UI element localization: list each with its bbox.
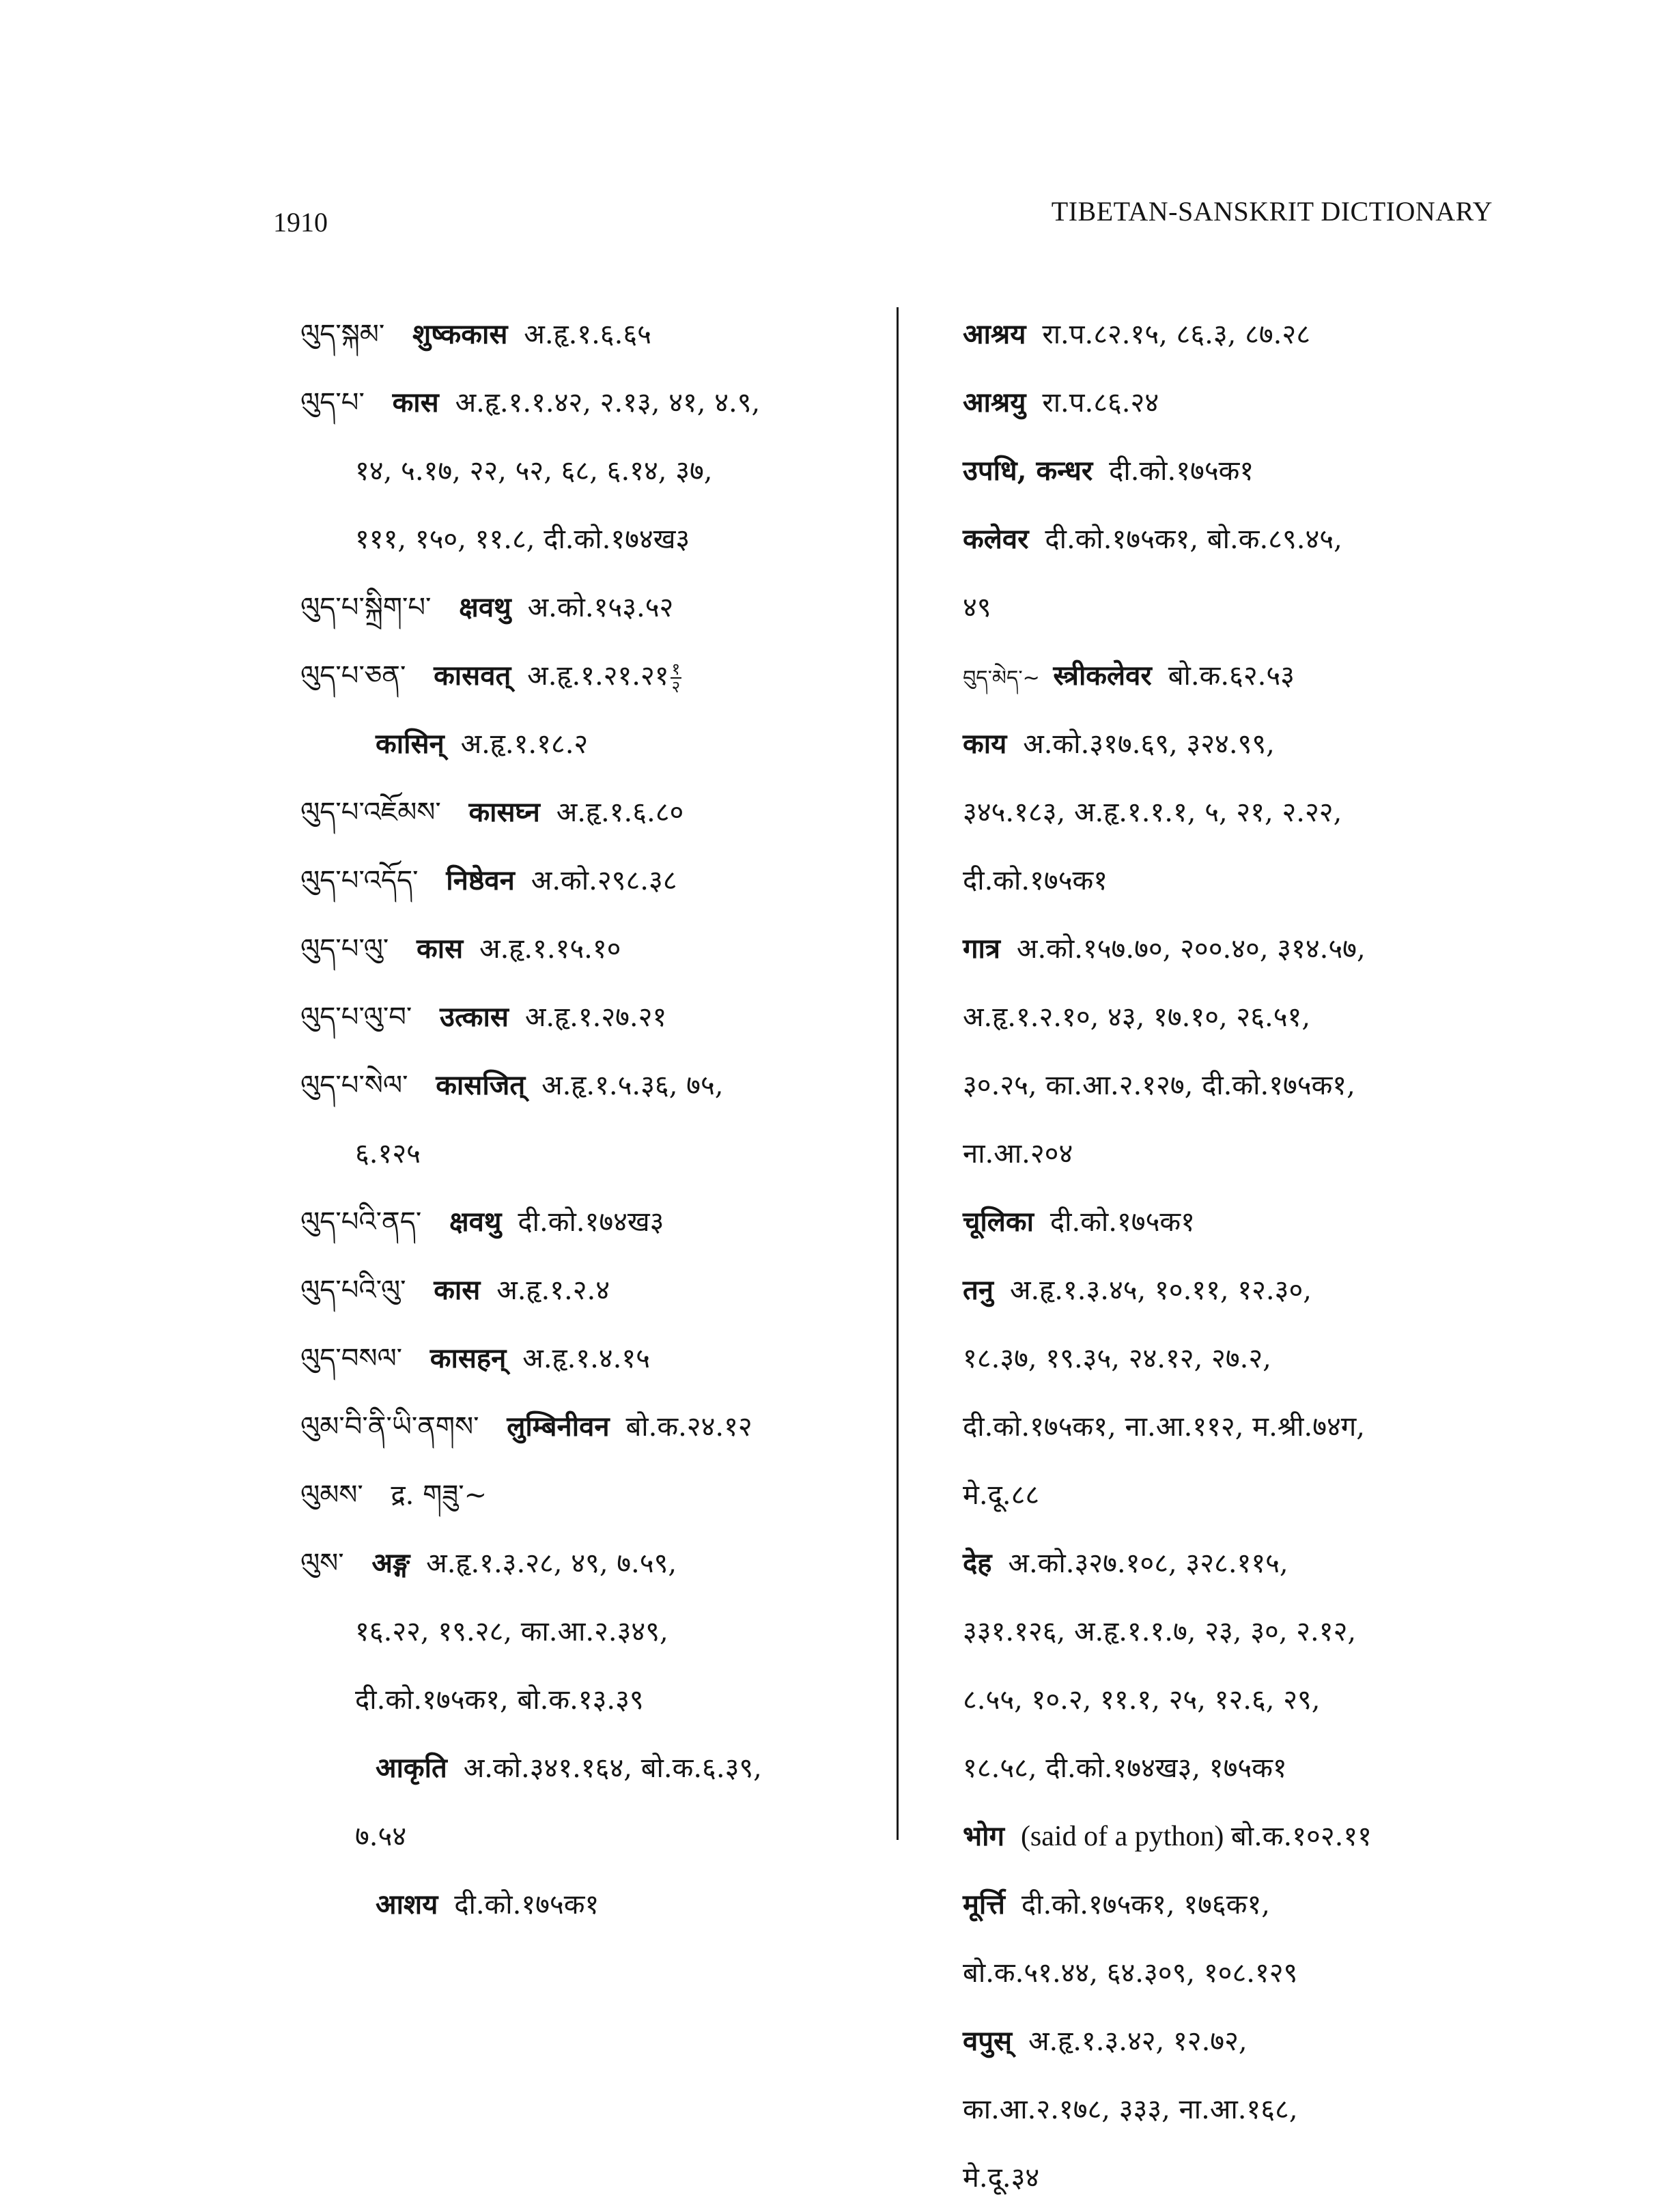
dictionary-entry: [963, 505, 1516, 573]
tibetan-headword: ལུད་པ་སྐྲིག་པ་: [300, 592, 440, 623]
sanskrit-equivalent: तनु: [963, 1274, 1003, 1306]
source-reference: अ.हृ.१.३.४५, १०.११, १२.३०,: [1009, 1275, 1312, 1306]
sanskrit-equivalent: कासवत्: [434, 660, 521, 692]
source-reference: दी.को.१७५क१: [1049, 1206, 1195, 1238]
source-reference: बो.क.१०२.११: [1230, 1821, 1372, 1852]
sanskrit-equivalent: कास: [417, 933, 473, 965]
fraction-numerator: १: [671, 660, 681, 679]
tibetan-headword: ལུད་པའི་ནད་: [300, 1206, 430, 1238]
right-column: [963, 300, 1516, 2212]
tibetan-headword: ལུད་པ་ལུ་བ་: [300, 1002, 421, 1033]
dictionary-entry: [300, 1393, 888, 1461]
source-reference: १६.२२, १९.२८, का.आ.२.३४९,: [355, 1616, 668, 1647]
dictionary-entry: [300, 915, 888, 983]
tibetan-headword: ལུད་བསལ་: [300, 1343, 411, 1374]
tibetan-headword: ལུད་སྐམ་: [300, 319, 393, 350]
entry-continuation-line: [963, 847, 1516, 915]
dictionary-entry: [300, 1324, 888, 1393]
source-reference: बो.क.२४.१२: [625, 1411, 752, 1443]
sanskrit-equivalent: कासघ्न: [468, 796, 550, 828]
dictionary-entry: [963, 1871, 1516, 1939]
english-gloss: (said of a python): [1020, 1821, 1231, 1852]
sanskrit-equivalent: उत्कास: [440, 1001, 518, 1033]
entry-continuation-line: [963, 1461, 1516, 1529]
dictionary-entry: [963, 710, 1516, 778]
dictionary-entry: [963, 915, 1516, 983]
dictionary-entry: [963, 1529, 1516, 1598]
source-reference: दी.को.१७५क१, बो.क.१३.३९: [355, 1684, 644, 1716]
dictionary-entry: [300, 1256, 888, 1324]
source-reference: अ.को.१५७.७०, २००.४०, ३१४.५७,: [1016, 933, 1366, 965]
entry-continuation-line: [300, 1598, 888, 1666]
sanskrit-equivalent: क्षवथु: [459, 591, 521, 623]
source-reference: दी.को.१७५क१, १७६क१,: [1021, 1889, 1270, 1920]
dictionary-entry: [300, 1188, 888, 1256]
tibetan-headword: ལུམས་: [300, 1479, 372, 1511]
dictionary-entry: [300, 642, 888, 710]
page-number: 1910: [273, 207, 328, 238]
sanskrit-equivalent: निष्ठेवन: [446, 864, 524, 896]
source-reference: दी.को.१७५क१: [454, 1889, 600, 1920]
source-reference: द्र. གཟུ་~: [391, 1479, 488, 1511]
dictionary-entry: [963, 642, 1516, 710]
sanskrit-equivalent: आश्रय: [963, 318, 1036, 350]
tibetan-headword: ལུད་པ་འཇོམས་: [300, 797, 450, 828]
tibetan-headword: བུད་མེད་~: [963, 666, 1047, 690]
source-reference: दी.को.१७४ख३: [518, 1206, 664, 1238]
entry-continuation-line: [963, 1939, 1516, 2007]
dictionary-entry: [963, 2007, 1516, 2075]
source-reference: ३०.२५, का.आ.२.१२७, दी.को.१७५क१,: [963, 1070, 1355, 1101]
dictionary-entry: [300, 847, 888, 915]
sanskrit-equivalent: लुम्बिनीवन: [507, 1410, 619, 1443]
entry-continuation-line: [963, 1734, 1516, 1802]
entry-continuation-line: [963, 778, 1516, 847]
source-reference: १११, १५०, ११.८, दी.को.१७४ख३: [355, 524, 690, 555]
dictionary-entry: [963, 300, 1516, 369]
sanskrit-equivalent: क्षवथु: [449, 1206, 511, 1238]
entry-continuation-line: [300, 1120, 888, 1188]
entry-continuation-line: [300, 710, 888, 778]
dictionary-entry: [300, 1529, 888, 1598]
tibetan-headword: ལུད་པ་ཅན་: [300, 660, 415, 692]
entry-continuation-line: [963, 1120, 1516, 1188]
source-reference: अ.हृ.१.५.३६, ७५,: [541, 1070, 724, 1101]
sanskrit-equivalent: अङ्ग: [371, 1547, 420, 1579]
entry-continuation-line: [963, 1393, 1516, 1461]
source-reference: अ.हृ.१.३.४२, १२.७२,: [1028, 2026, 1248, 2057]
source-reference: अ.हृ.१.१.४२, २.१३, ४१, ४.९,: [455, 387, 761, 419]
source-reference: ४९: [963, 592, 991, 623]
tibetan-headword: ལུམ་བི་ནི་ཡི་ནགས་: [300, 1411, 488, 1443]
dictionary-entry: [300, 369, 888, 437]
entry-continuation-line: [300, 505, 888, 573]
tibetan-headword: ལུད་པའི་ལུ་: [300, 1275, 415, 1306]
source-reference: ३३१.१२६, अ.हृ.१.१.७, २३, ३०, २.१२,: [963, 1616, 1357, 1647]
source-reference: ना.आ.२०४: [963, 1138, 1073, 1169]
source-reference: रा.प.८२.१५, ८६.३, ८७.२८: [1042, 319, 1311, 350]
source-reference: १४, ५.१७, २२, ५२, ६८, ६.१४, ३७,: [355, 455, 713, 487]
source-reference: अ.को.३४१.१६४, बो.क.६.३९,: [463, 1753, 762, 1784]
source-reference: अ.हृ.१.४.१५: [522, 1343, 650, 1374]
source-reference: रा.प.८६.२४: [1042, 387, 1159, 419]
source-reference: अ.हृ.१.६.८०: [556, 797, 684, 828]
dictionary-entry: [300, 573, 888, 642]
entry-continuation-line: [963, 573, 1516, 642]
entry-continuation-line: [300, 1871, 888, 1939]
verse-fraction: [671, 661, 681, 695]
dictionary-entry: [300, 778, 888, 847]
tibetan-headword: ལུད་པ་འདོད་: [300, 865, 427, 896]
source-reference: दी.को.१७५क१, ना.आ.११२, म.श्री.७४ग,: [963, 1411, 1366, 1443]
sanskrit-equivalent: वपुस्: [963, 2025, 1021, 2057]
entry-continuation-line: [300, 1734, 888, 1802]
sanskrit-equivalent: काय: [963, 728, 1017, 760]
sanskrit-equivalent: आशय: [376, 1888, 448, 1920]
sanskrit-equivalent: उपधि, कन्धर: [963, 455, 1103, 487]
source-reference: ७.५४: [355, 1821, 407, 1852]
sanskrit-equivalent: चूलिका: [963, 1206, 1043, 1238]
dictionary-entry: [300, 983, 888, 1051]
source-reference: ८.५५, १०.२, ११.१, २५, १२.६, २९,: [963, 1684, 1321, 1716]
entry-continuation-line: [300, 437, 888, 505]
dictionary-entry: [963, 437, 1516, 505]
entry-continuation-line: [963, 1324, 1516, 1393]
source-reference: मे.दू.८८: [963, 1479, 1040, 1511]
column-divider: [897, 307, 899, 1840]
dictionary-entry: [300, 1461, 888, 1529]
source-reference: अ.को.१५३.५२: [527, 592, 674, 623]
source-reference: दी.को.१७५क१, बो.क.८९.४५,: [1045, 524, 1342, 555]
entry-continuation-line: [300, 1666, 888, 1734]
sanskrit-equivalent: कासजित्: [436, 1069, 535, 1101]
sanskrit-equivalent: कलेवर: [963, 523, 1039, 555]
dictionary-entry: [963, 369, 1516, 437]
source-reference: अ.हृ.१.३.२८, ४९, ७.५९,: [426, 1548, 677, 1579]
sanskrit-equivalent: देह: [963, 1547, 1002, 1579]
entry-continuation-line: [300, 1802, 888, 1871]
sanskrit-equivalent: शुष्ककास: [412, 318, 518, 350]
source-reference: १८.५८, दी.को.१७४ख३, १७५क१: [963, 1753, 1287, 1784]
running-head: TIBETAN-SANSKRIT DICTIONARY: [1051, 196, 1493, 227]
sanskrit-equivalent: स्त्रीकलेवर: [1053, 660, 1161, 692]
source-reference: अ.हृ.१.२.४: [496, 1275, 610, 1306]
source-reference: अ.हृ.१.२.१०, ४३, १७.१०, २६.५१,: [963, 1002, 1311, 1033]
dictionary-entry: [963, 1188, 1516, 1256]
entry-continuation-line: [963, 2144, 1516, 2212]
source-reference: का.आ.२.१७८, ३३३, ना.आ.१६८,: [963, 2094, 1298, 2125]
sanskrit-equivalent: कास: [434, 1274, 490, 1306]
entry-continuation-line: [963, 2075, 1516, 2144]
dictionary-entry: [963, 1802, 1516, 1871]
sanskrit-equivalent: आश्रयु: [963, 386, 1036, 419]
sanskrit-equivalent: भोग: [963, 1820, 1014, 1852]
source-reference: अ.हृ.१.२७.२१: [524, 1002, 667, 1033]
source-reference: बो.क.५१.४४, ६४.३०९, १०८.१२९: [963, 1957, 1298, 1989]
source-reference: अ.को.३२७.१०८, ३२८.११५,: [1008, 1548, 1288, 1579]
left-column: [300, 300, 888, 1939]
tibetan-headword: ལུས་: [300, 1548, 353, 1579]
sanskrit-equivalent: कासिन्: [376, 728, 454, 760]
sanskrit-equivalent: कास: [392, 386, 449, 419]
source-reference: अ.को.२९८.३८: [531, 865, 677, 896]
source-reference: ६.१२५: [355, 1138, 421, 1169]
sanskrit-equivalent: कासहन्: [429, 1342, 516, 1374]
sanskrit-equivalent: गात्र: [963, 933, 1010, 965]
source-reference: अ.को.३१७.६९, ३२४.९९,: [1023, 728, 1275, 760]
tibetan-headword: ལུད་པ་: [300, 387, 374, 419]
source-reference: दी.को.१७५क१: [963, 865, 1108, 896]
source-reference: दी.को.१७५क१: [1109, 455, 1254, 487]
dictionary-entry: [963, 1256, 1516, 1324]
dictionary-entry: [300, 300, 888, 369]
entry-continuation-line: [963, 1666, 1516, 1734]
dictionary-entry: [300, 1051, 888, 1120]
source-reference: ३४५.१८३, अ.हृ.१.१.१, ५, २१, २.२२,: [963, 797, 1342, 828]
source-reference: अ.हृ.१.२१.२१: [527, 660, 669, 692]
sanskrit-equivalent: मूर्त्ति: [963, 1888, 1015, 1920]
source-reference: अ.हृ.१.६.६५: [524, 319, 651, 350]
source-reference: मे.दू.३४: [963, 2162, 1040, 2194]
sanskrit-equivalent: आकृति: [376, 1752, 457, 1784]
tibetan-headword: ལུད་པ་ལུ་: [300, 933, 397, 965]
source-reference: अ.हृ.१.१५.१०: [479, 933, 621, 965]
source-reference: १८.३७, १९.३५, २४.१२, २७.२,: [963, 1343, 1271, 1374]
tibetan-headword: ལུད་པ་སེལ་: [300, 1070, 417, 1101]
fraction-denominator: २: [671, 677, 681, 696]
entry-continuation-line: [963, 983, 1516, 1051]
entry-continuation-line: [963, 1598, 1516, 1666]
entry-continuation-line: [963, 1051, 1516, 1120]
source-reference: अ.हृ.१.१८.२: [460, 728, 589, 760]
source-reference: बो.क.६२.५३: [1168, 660, 1295, 692]
